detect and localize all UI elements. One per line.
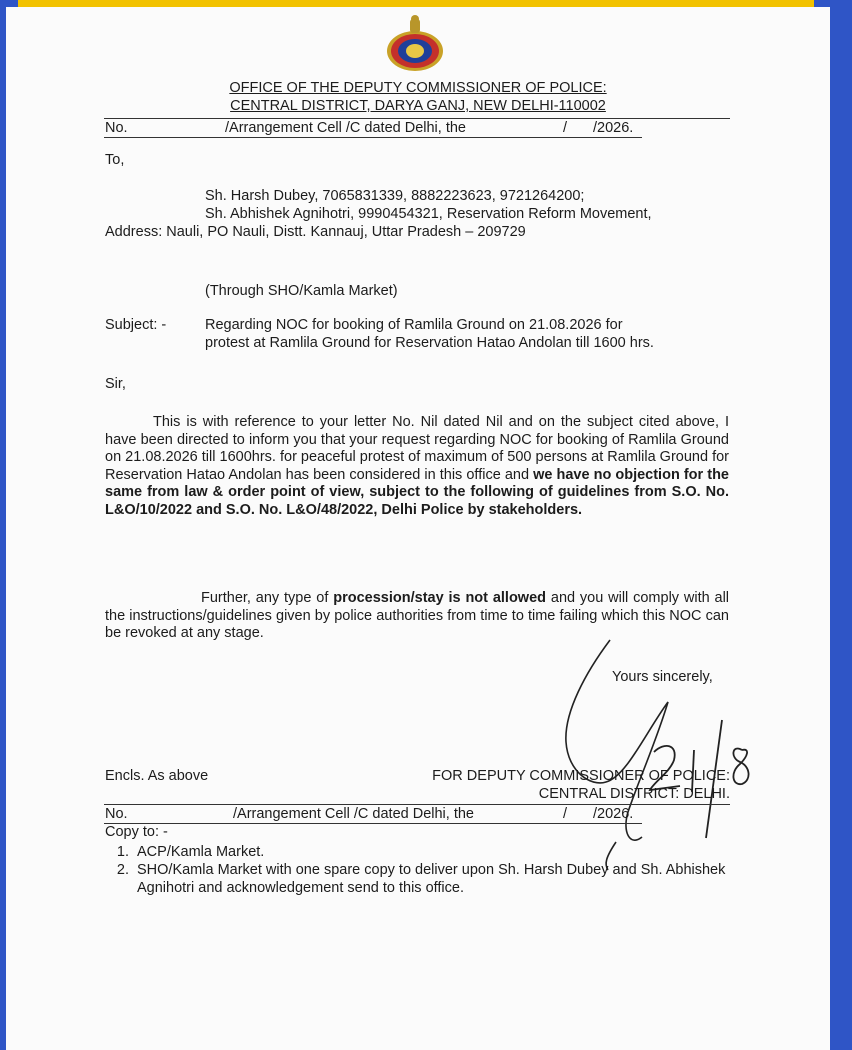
enclosures: Encls. As above xyxy=(105,768,209,784)
para2-post: and you will comply with all the instructions/guidelines given by police authorities from time to time failing which this NOC can be revoked at any stage. xyxy=(105,590,730,642)
copy-to-list xyxy=(115,843,727,897)
subject-label: Subject: - xyxy=(105,317,167,333)
ref2-cell: /Arrangement Cell /C dated Delhi, the xyxy=(233,806,474,822)
to-label: To, xyxy=(105,152,125,168)
para2-pre: Further, any type of xyxy=(201,590,329,606)
ref-slash: / xyxy=(563,120,568,136)
document-page xyxy=(6,7,830,1050)
recipient-2: Sh. Abhishek Agnihotri, 9990454321, Reservation Reform Movement, xyxy=(205,206,652,222)
para1-text: This is with reference to your letter No. Nil dated Nil and on the subject cited above, I have been directed to inform you that your request regarding NOC for booking of Ramlila Ground on 21.08.2026 till 1600hrs. for peaceful protest of maximum of 500 persons at Ramlila Ground for Reservation Hatao Andolan has been considered in this office and xyxy=(105,414,729,483)
right-background-strip xyxy=(830,7,852,1050)
office-address: CENTRAL DISTRICT, DARYA GANJ, NEW DELHI-110002 xyxy=(230,98,606,114)
top-accent-bar xyxy=(18,0,814,7)
footer-rule xyxy=(104,804,730,805)
delhi-police-emblem-icon xyxy=(382,11,448,77)
ref-cell: /Arrangement Cell /C dated Delhi, the xyxy=(225,120,466,136)
closing: Yours sincerely, xyxy=(612,669,713,685)
ref2-no-label: No. xyxy=(105,806,128,822)
header-rule xyxy=(104,118,730,119)
list-item: 1. ACP/Kamla Market. xyxy=(133,843,727,861)
through-line: (Through SHO/Kamla Market) xyxy=(205,283,398,299)
para1-bold: we have no objection for the same from law & order point of view, subject to the following of guidelines from S.O. No. L&O/10/2022 and S.O. No. L&O/48/2022, Delhi Police by stakeholders. xyxy=(105,466,729,518)
signatory-line-2: CENTRAL DISTRICT: DELHI. xyxy=(538,786,730,802)
ref2-slash: / xyxy=(563,806,568,822)
recipient-address: Address: Nauli, PO Nauli, Distt. Kannauj, Uttar Pradesh – 209729 xyxy=(105,224,526,240)
ref-no-label: No. xyxy=(105,120,128,136)
copy-to-label: Copy to: - xyxy=(105,824,168,840)
signatory-line-1: FOR DEPUTY COMMISSIONER OF POLICE: xyxy=(432,768,730,784)
salutation: Sir, xyxy=(105,376,126,392)
ref-underline xyxy=(104,137,642,138)
list-item: 2. SHO/Kamla Market with one spare copy to deliver upon Sh. Harsh Dubey and Sh. Abhishek Agnihotri and acknowledgement send to this office. xyxy=(133,861,727,897)
para2-bold: procession/stay is not allowed xyxy=(333,590,547,606)
office-title: OFFICE OF THE DEPUTY COMMISSIONER OF POLICE: xyxy=(229,80,607,96)
ref2-year: /2026. xyxy=(593,806,634,822)
subject-line-1: Regarding NOC for booking of Ramlila Ground on 21.08.2026 for xyxy=(205,317,623,333)
recipient-1: Sh. Harsh Dubey, 7065831339, 8882223623, 9721264200; xyxy=(205,188,585,204)
body-paragraph-1 xyxy=(105,414,729,520)
ref2-underline xyxy=(104,823,642,824)
subject-line-2: protest at Ramlila Ground for Reservation Hatao Andolan till 1600 hrs. xyxy=(205,335,654,351)
ref-year: /2026. xyxy=(593,120,634,136)
